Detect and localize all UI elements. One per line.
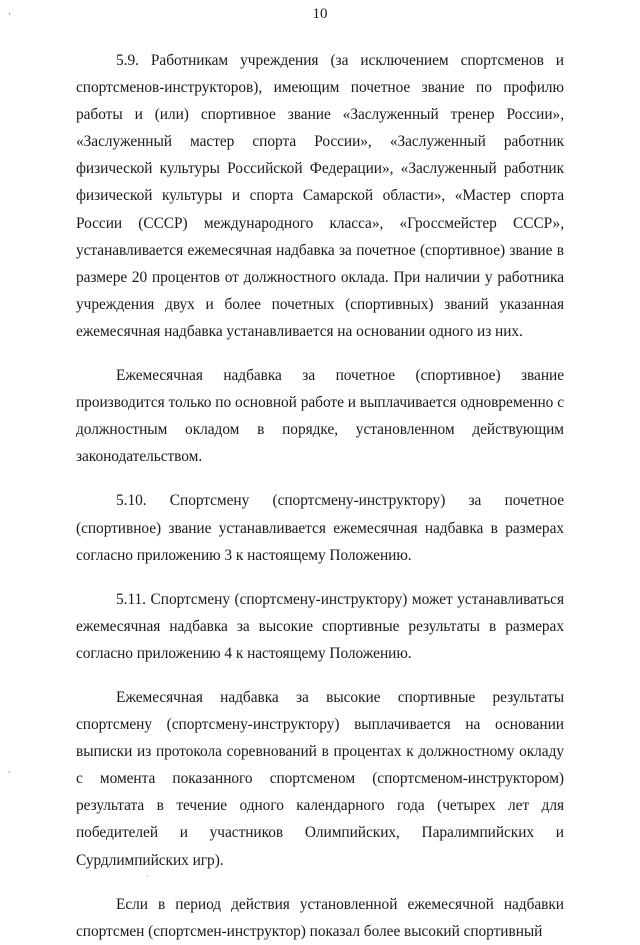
paragraph-5-11: 5.11. Спортсмену (спортсмену-инструктору) может устанавливаться ежемесячная надбавка за высокие спортивные результаты в размерах согласно приложению 4 к настоящему Положению. <box>76 590 564 662</box>
scan-mark: , <box>8 6 12 17</box>
scan-mark: ' <box>8 770 11 780</box>
paragraph-higher-result: Если в период действия установленной ежемесячной надбавки спортсмен (спортсмен-инструктор) показал более высокий спортивный <box>76 895 564 940</box>
page-number: 10 <box>312 6 328 22</box>
paragraph-bonus-payment: Ежемесячная надбавка за почетное (спортивное) звание производится только по основной работе и выплачивается одновременно с должностным окладом в порядке, установленном действующим законодательством. <box>76 367 564 466</box>
scan-mark: · <box>146 872 149 882</box>
document-body <box>76 47 564 945</box>
paragraph-5-10: 5.10. Спортсмену (спортсмену-инструктору) за почетное (спортивное) звание устанавливается ежемесячная надбавка в размерах согласно приложению 3 к настоящему Положению. <box>76 492 564 564</box>
paragraph-5-9: 5.9. Работникам учреждения (за исключением спортсменов и спортсменов-инструкторов), имеющим почетное звание по профилю работы и (или) спортивное звание «Заслуженный тренер России», «Заслуженный мастер спорта России», «Заслуженный работник физической культуры Российской Федерации», «Заслуженный работник физической культуры и спорта Самарской области», «Мастер спорта России (СССР) международного класса», «Гроссмейстер СССР», устанавливается ежемесячная надбавка за почетное (спортивное) звание в размере 20 процентов от должностного оклада. При наличии у работника учреждения двух и более почетных (спортивных) званий указанная ежемесячная надбавка устанавливается на основании одного из них. <box>76 52 564 340</box>
paragraph-high-results: Ежемесячная надбавка за высокие спортивные результаты спортсмену (спортсмену-инструктору) выплачивается на основании выписки из протокола соревнований в процентах к должностному окладу с момента показанного спортсменом (спортсменом-инструктором) результата в течение одного календарного года (четырех лет для победителей и участников Олимпийских, Паралимпийских и Сурдлимпийских игр). <box>76 688 564 869</box>
